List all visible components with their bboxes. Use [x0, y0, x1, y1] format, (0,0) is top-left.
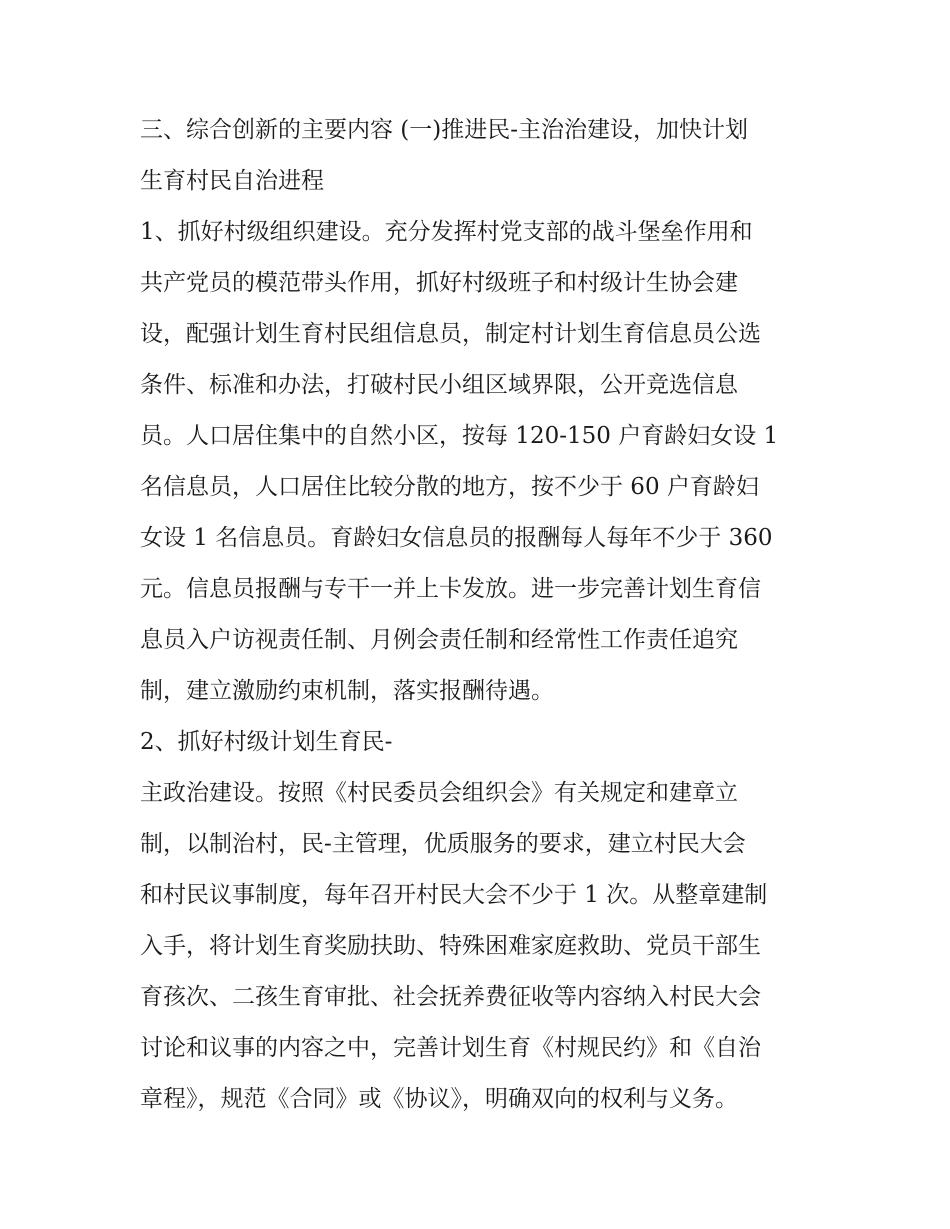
text-line-8: 名信息员，人口居住比较分散的地方，按不少于 60 户育龄妇 [140, 474, 759, 500]
text-line-4: 共产党员的模范带头作用，抓好村级班子和村级计生协会建 [140, 270, 738, 296]
text-line-3: 1、抓好村级组织建设。充分发挥村党支部的战斗堡垒作用和 [140, 219, 753, 245]
text-line-20: 章程》，规范《合同》或《协议》，明确双向的权利与义务。 [140, 1086, 738, 1112]
text-line-16: 和村民议事制度，每年召开村民大会不少于 1 次。从整章建制 [140, 882, 768, 908]
text-line-9: 女设 1 名信息员。育龄妇女信息员的报酬每人每年不少于 360 [140, 525, 773, 551]
text-line-17: 入手，将计划生育奖励扶助、特殊困难家庭救助、党员干部生 [140, 933, 761, 959]
text-line-13: 2、抓好村级计划生育民- [140, 729, 393, 755]
text-line-18: 育孩次、二孩生育审批、社会抚养费征收等内容纳入村民大会 [140, 984, 761, 1010]
text-line-15: 制，以制治村，民-主管理，优质服务的要求，建立村民大会 [140, 831, 746, 857]
text-line-5: 设，配强计划生育村民组信息员，制定村计划生育信息员公选 [140, 321, 761, 347]
text-line-7: 员。人口居住集中的自然小区，按每 120-150 户育龄妇女设 1 [140, 423, 779, 449]
text-line-1: 三、综合创新的主要内容 (一)推进民-主治治建设，加快计划 [140, 117, 749, 143]
document-body [140, 105, 815, 1125]
text-line-11: 息员入户访视责任制、月例会责任制和经常性工作责任追究 [140, 627, 738, 653]
text-line-12: 制，建立激励约束机制，落实报酬待遇。 [140, 678, 554, 704]
text-line-10: 元。信息员报酬与专干一并上卡发放。进一步完善计划生育信 [140, 576, 761, 602]
text-line-19: 讨论和议事的内容之中，完善计划生育《村规民约》和《自治 [140, 1035, 761, 1061]
text-line-6: 条件、标准和办法，打破村民小组区域界限，公开竞选信息 [140, 372, 738, 398]
text-line-2: 生育村民自治进程 [140, 168, 324, 194]
text-line-14: 主政治建设。按照《村民委员会组织会》有关规定和建章立 [140, 780, 738, 806]
